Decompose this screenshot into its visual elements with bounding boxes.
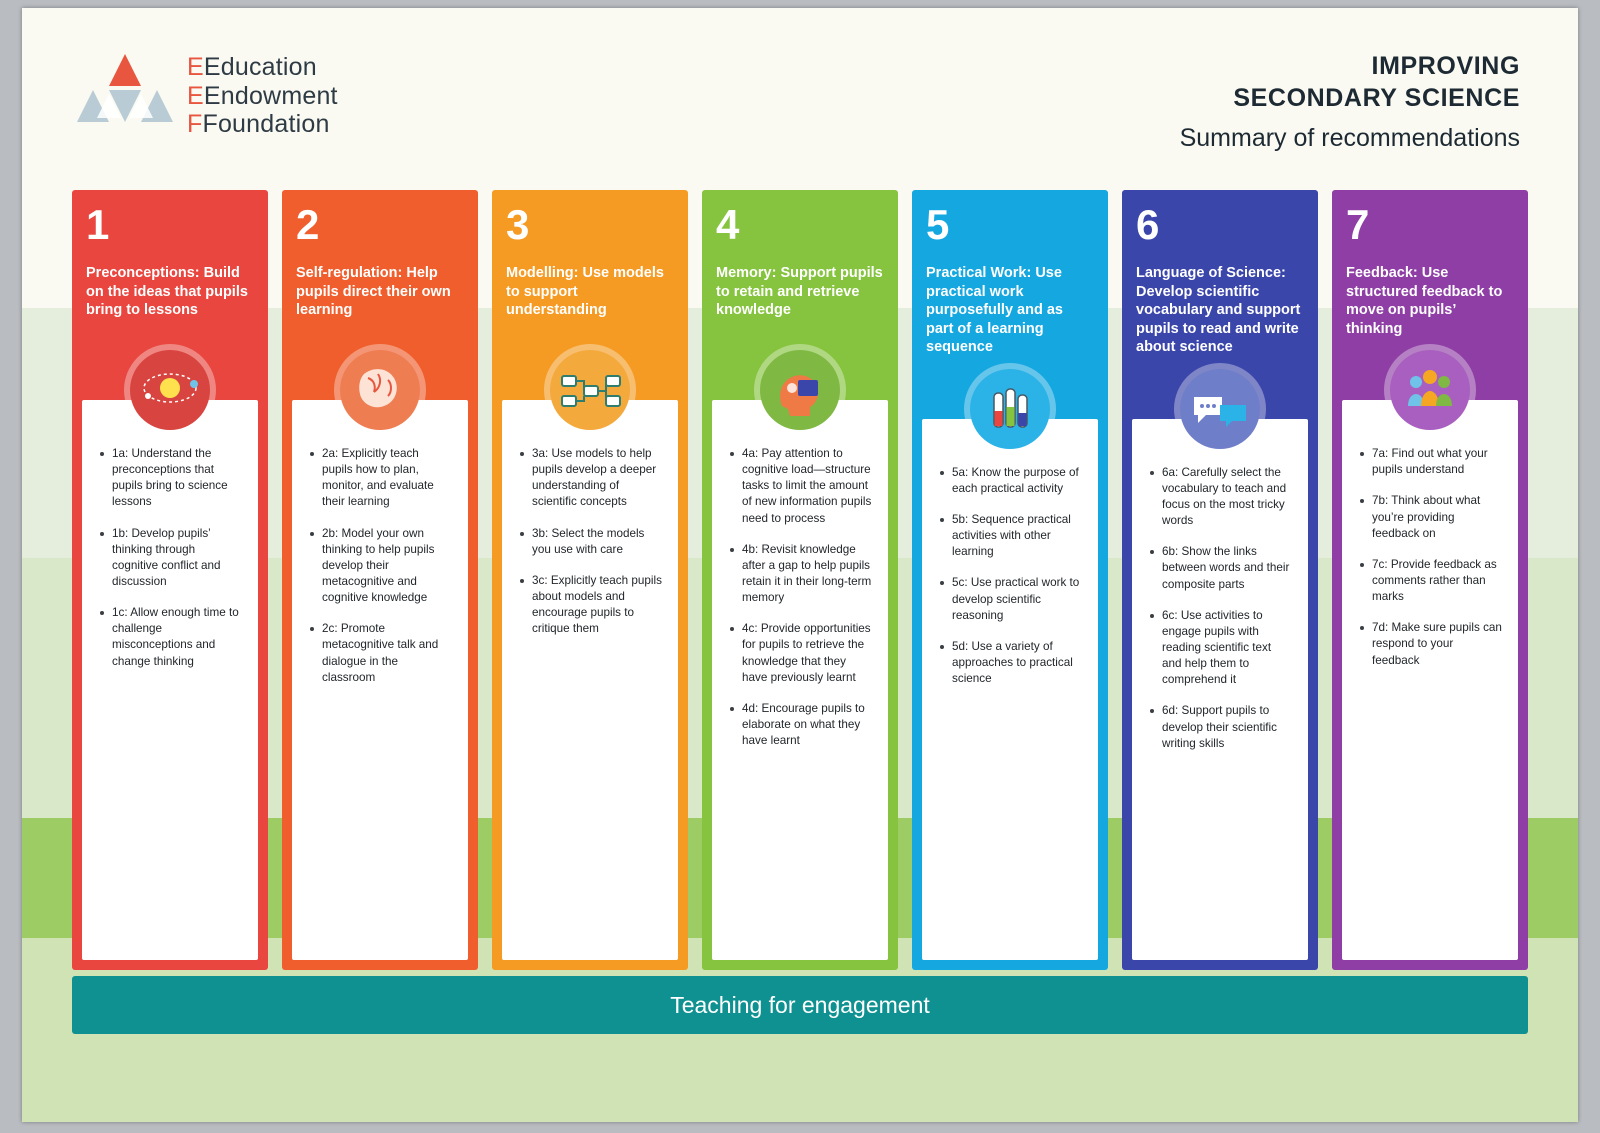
title-subtitle: Summary of recommendations <box>1179 124 1520 152</box>
column-number: 4 <box>716 201 740 248</box>
recommendation-columns <box>72 190 1528 970</box>
column-points-list <box>296 446 464 686</box>
column-points-list <box>1346 446 1514 669</box>
recommendation-column-2 <box>282 190 478 970</box>
list-item: 4c: Provide opportunities for pupils to retrieve the knowledge that they have previously learnt <box>742 621 872 686</box>
column-points-list <box>716 446 884 749</box>
column-heading: Preconceptions: Build on the ideas that pupils bring to lessons <box>86 265 248 319</box>
column-number: 1 <box>86 201 110 248</box>
feedback-people-icon <box>1384 344 1476 436</box>
list-item: 2a: Explicitly teach pupils how to plan, monitor, and evaluate their learning <box>322 446 452 511</box>
recommendation-column-5 <box>912 190 1108 970</box>
brand-line-1: EEducation <box>187 52 317 81</box>
list-item: 5a: Know the purpose of each practical activity <box>952 465 1082 497</box>
column-number: 5 <box>926 201 950 248</box>
list-item: 4d: Encourage pupils to elaborate on what they have learnt <box>742 701 872 749</box>
recommendation-column-1 <box>72 190 268 970</box>
column-icon-zone <box>1332 338 1528 400</box>
column-icon-zone <box>282 338 478 400</box>
language-speech-bubbles-icon <box>1174 363 1266 455</box>
footer-label: Teaching for engagement <box>670 991 930 1018</box>
column-icon-zone <box>702 338 898 400</box>
poster <box>22 8 1578 1122</box>
list-item: 3b: Select the models you use with care <box>532 526 662 558</box>
column-number: 7 <box>1346 201 1370 248</box>
list-item: 6d: Support pupils to develop their scientific writing skills <box>1162 703 1292 751</box>
column-icon-zone <box>1122 357 1318 419</box>
column-heading: Language of Science: Develop scientific vocabulary and support pupils to read and write about science <box>1136 265 1301 356</box>
memory-head-icon <box>754 344 846 436</box>
list-item: 6c: Use activities to engage pupils with reading scientific text and help them to comprehend it <box>1162 608 1292 689</box>
list-item: 3c: Explicitly teach pupils about models and encourage pupils to critique them <box>532 573 662 638</box>
modelling-network-icon <box>544 344 636 436</box>
list-item: 6b: Show the links between words and their composite parts <box>1162 544 1292 592</box>
self-regulation-brain-icon <box>334 344 426 436</box>
column-points-panel <box>1132 419 1308 960</box>
column-points-panel <box>292 400 468 960</box>
column-points-panel <box>712 400 888 960</box>
eef-logo-text <box>187 53 338 139</box>
list-item: 7d: Make sure pupils can respond to your feedback <box>1372 620 1502 668</box>
column-icon-zone <box>492 338 688 400</box>
column-heading: Practical Work: Use practical work purposefully and as part of a learning sequence <box>926 265 1063 356</box>
recommendation-column-6 <box>1122 190 1318 970</box>
practical-work-testtubes-icon <box>964 363 1056 455</box>
column-heading: Memory: Support pupils to retain and retrieve knowledge <box>716 265 883 319</box>
list-item: 4b: Revisit knowledge after a gap to help pupils retain it in their long-term memory <box>742 542 872 607</box>
column-heading: Self-regulation: Help pupils direct their own learning <box>296 265 451 319</box>
list-item: 5d: Use a variety of approaches to practical science <box>952 639 1082 687</box>
title-line-2: SECONDARY SCIENCE <box>1233 84 1520 112</box>
list-item: 6a: Carefully select the vocabulary to teach and focus on the most tricky words <box>1162 465 1292 530</box>
preconceptions-lightbulb-icon <box>124 344 216 436</box>
recommendation-column-4 <box>702 190 898 970</box>
list-item: 1b: Develop pupils’ thinking through cognitive conflict and discussion <box>112 526 242 591</box>
list-item: 7b: Think about what you’re providing feedback on <box>1372 493 1502 541</box>
eef-logo <box>77 50 338 142</box>
list-item: 3a: Use models to help pupils develop a deeper understanding of scientific concepts <box>532 446 662 511</box>
list-item: 2c: Promote metacognitive talk and dialogue in the classroom <box>322 621 452 686</box>
list-item: 7c: Provide feedback as comments rather than marks <box>1372 557 1502 605</box>
column-points-panel <box>502 400 678 960</box>
list-item: 5c: Use practical work to develop scientific reasoning <box>952 575 1082 623</box>
list-item: 5b: Sequence practical activities with other learning <box>952 512 1082 560</box>
eef-triangles-logo-icon <box>77 50 173 142</box>
column-points-panel <box>1342 400 1518 960</box>
list-item: 7a: Find out what your pupils understand <box>1372 446 1502 478</box>
list-item: 2b: Model your own thinking to help pupils develop their metacognitive and cognitive knowledge <box>322 526 452 607</box>
brand-line-2: EEndowment <box>187 81 338 110</box>
poster-header <box>22 8 1578 176</box>
footer-bar <box>72 976 1528 1034</box>
column-points-panel <box>922 419 1098 960</box>
brand-line-3: FFoundation <box>187 110 330 139</box>
column-points-panel <box>82 400 258 960</box>
column-number: 3 <box>506 201 530 248</box>
column-icon-zone <box>912 357 1108 419</box>
column-number: 2 <box>296 201 320 248</box>
recommendation-column-3 <box>492 190 688 970</box>
column-points-list <box>1136 465 1304 752</box>
column-heading: Modelling: Use models to support understanding <box>506 265 664 319</box>
title-line-1: IMPROVING <box>1371 52 1520 80</box>
column-points-list <box>86 446 254 670</box>
recommendation-column-7 <box>1332 190 1528 970</box>
list-item: 1c: Allow enough time to challenge misconceptions and change thinking <box>112 605 242 670</box>
column-icon-zone <box>72 338 268 400</box>
column-number: 6 <box>1136 201 1160 248</box>
column-heading: Feedback: Use structured feedback to move on pupils’ thinking <box>1346 265 1503 337</box>
page-title <box>1180 50 1520 153</box>
column-points-list <box>506 446 674 637</box>
column-points-list <box>926 465 1094 688</box>
list-item: 1a: Understand the preconceptions that pupils bring to science lessons <box>112 446 242 511</box>
list-item: 4a: Pay attention to cognitive load—structure tasks to limit the amount of new information pupils need to process <box>742 446 872 527</box>
